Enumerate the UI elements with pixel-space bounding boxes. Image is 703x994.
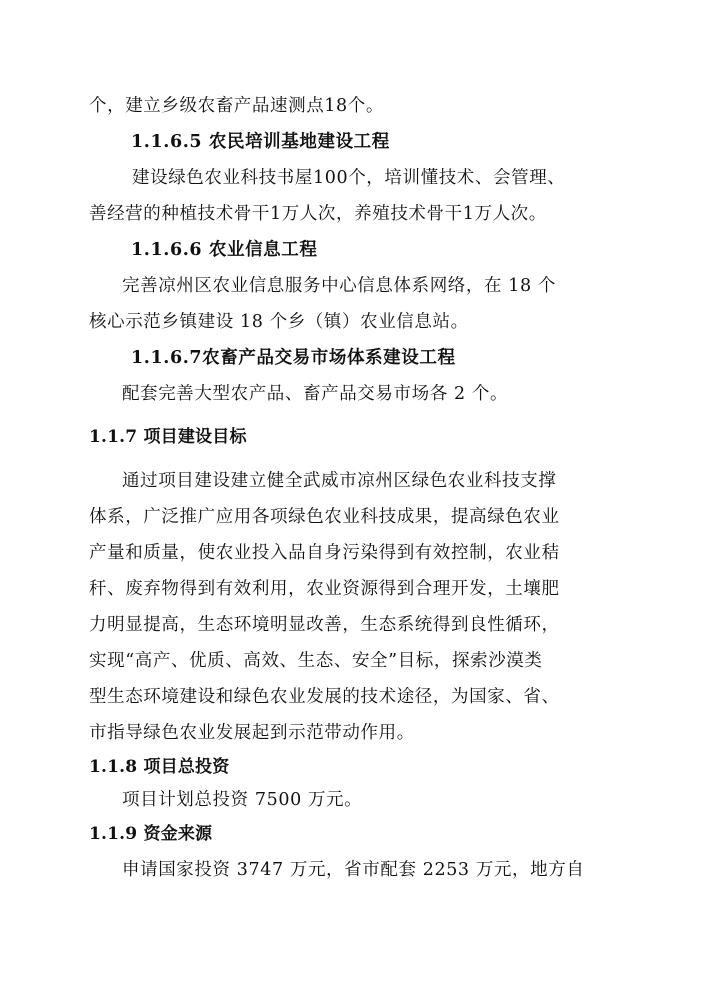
- text-line: 力明显提高，生态环境明显改善，生态系统得到良性循环，: [89, 615, 560, 635]
- text-line: 项目计划总投资 7500 万元。: [122, 790, 363, 810]
- text-line: 建设绿色农业科技书屋100个，培训懂技术、会管理、: [132, 168, 566, 188]
- text-line: 产量和质量，使农业投入品自身污染得到有效控制，农业秸: [89, 543, 560, 563]
- section-heading-1-1-7: 1.1.7 项目建设目标: [89, 427, 247, 447]
- text-line: 秆、废弃物得到有效利用，农业资源得到合理开发，土壤肥: [89, 579, 560, 599]
- text-line: 通过项目建设建立健全武威市凉州区绿色农业科技支撑: [122, 471, 557, 491]
- text-line: 完善凉州区农业信息服务中心信息体系网络，在 18 个: [122, 276, 556, 296]
- section-heading-1-1-8: 1.1.8 项目总投资: [89, 757, 230, 777]
- text-line: 实现“高产、优质、高效、生态、安全”目标，探索沙漠类: [89, 651, 543, 671]
- text-line: 申请国家投资 3747 万元，省市配套 2253 万元，地方自: [122, 860, 585, 880]
- section-heading-1-1-9: 1.1.9 资金来源: [89, 824, 213, 844]
- subsection-heading-1-1-6-6: 1.1.6.6 农业信息工程: [131, 240, 318, 260]
- subsection-heading-1-1-6-7: 1.1.6.7农畜产品交易市场体系建设工程: [131, 348, 456, 368]
- text-line: 市指导绿色农业发展起到示范带动作用。: [89, 723, 415, 743]
- text-line: 体系，广泛推广应用各项绿色农业科技成果，提高绿色农业: [89, 507, 560, 527]
- text-line: 型生态环境建设和绿色农业发展的技术途径，为国家、省、: [89, 687, 560, 707]
- text-line: 善经营的种植技术骨干1万人次，养殖技术骨干1万人次。: [89, 204, 547, 224]
- text-line: 配套完善大型农产品、畜产品交易市场各 2 个。: [122, 384, 509, 404]
- text-line: 核心示范乡镇建设 18 个乡（镇）农业信息站。: [89, 312, 469, 332]
- subsection-heading-1-1-6-5: 1.1.6.5 农民培训基地建设工程: [131, 132, 390, 152]
- text-line: 个，建立乡级农畜产品速测点18个。: [89, 96, 384, 116]
